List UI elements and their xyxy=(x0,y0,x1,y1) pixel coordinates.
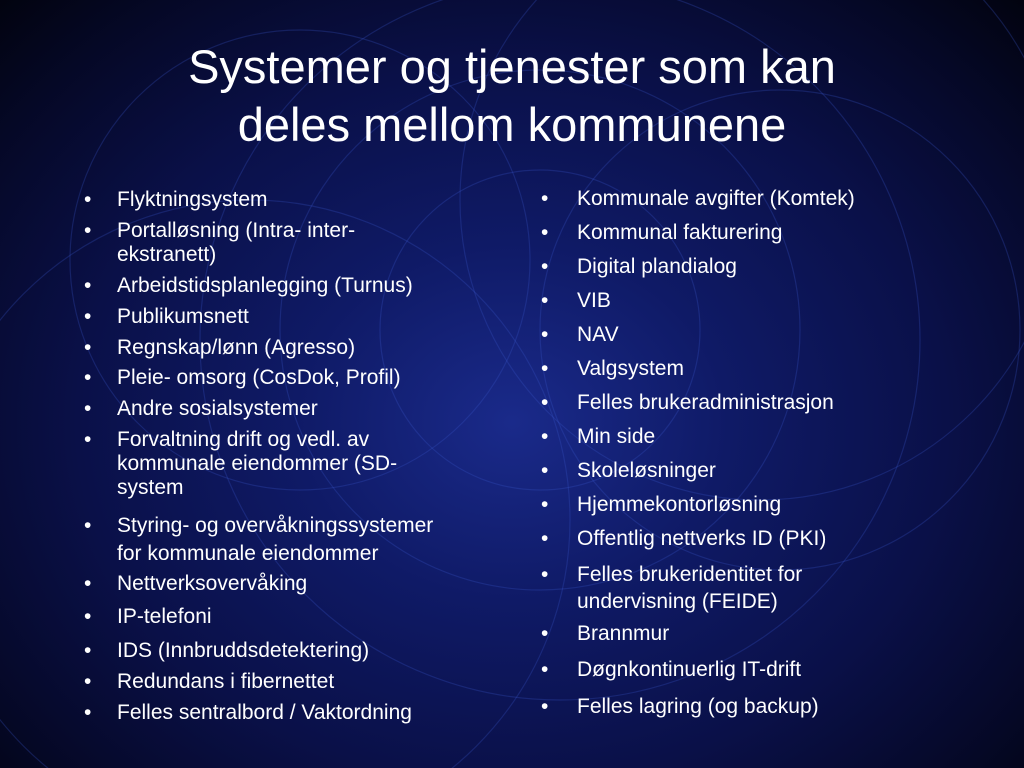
bullet-icon: • xyxy=(84,274,92,297)
list-item-line: Brannmur xyxy=(577,622,670,645)
list-item-text xyxy=(84,670,334,694)
slide-title-line-2: deles mellom kommunene xyxy=(237,98,787,151)
list-item-line: IP-telefoni xyxy=(117,605,212,628)
list-item xyxy=(84,701,412,725)
list-item xyxy=(542,561,802,615)
list-item xyxy=(542,459,716,483)
list-item-text xyxy=(542,493,781,517)
bullet-icon: • xyxy=(541,289,549,312)
list-item xyxy=(542,289,611,313)
list-item-line: Offentlig nettverks ID (PKI) xyxy=(577,527,827,550)
list-item-line: NAV xyxy=(577,323,619,346)
list-item xyxy=(84,428,397,500)
list-item-text xyxy=(84,274,413,298)
bullet-icon: • xyxy=(84,188,92,211)
bullet-icon: • xyxy=(541,622,549,645)
bullet-icon: • xyxy=(541,187,549,210)
list-item xyxy=(84,188,268,212)
list-item-line: Kommunal fakturering xyxy=(577,221,783,244)
list-item xyxy=(542,622,669,646)
bullet-icon: • xyxy=(541,459,549,482)
list-item-text xyxy=(84,701,412,725)
bullet-icon: • xyxy=(84,701,92,724)
list-item-text xyxy=(84,219,355,267)
list-item-text xyxy=(84,366,401,390)
list-item-line: Flyktningsystem xyxy=(117,188,268,211)
list-item xyxy=(542,493,781,517)
list-item-line: Felles brukeridentitet for xyxy=(577,563,803,586)
bullet-icon: • xyxy=(541,527,549,550)
list-item-line: Valgsystem xyxy=(577,357,684,380)
list-item-line: Nettverksovervåking xyxy=(117,572,308,595)
list-item xyxy=(542,658,801,682)
bullet-icon: • xyxy=(84,305,92,328)
list-item-text xyxy=(84,305,249,329)
list-item-text xyxy=(84,512,433,568)
list-item-line: Felles brukeradministrasjon xyxy=(577,391,834,414)
list-item-line: Min side xyxy=(577,425,656,448)
list-item-line: system xyxy=(117,476,184,499)
list-item-line: Andre sosialsystemer xyxy=(117,397,318,420)
list-item-text xyxy=(542,622,669,646)
list-item-line: kommunale eiendommer (SD- xyxy=(117,452,398,475)
list-item-text xyxy=(84,639,369,663)
list-item-text xyxy=(542,658,801,682)
list-item-line: Styring- og overvåkningssystemer xyxy=(117,514,434,537)
list-item-line: VIB xyxy=(577,289,611,312)
list-item xyxy=(542,695,819,719)
list-item xyxy=(542,323,619,347)
list-item-text xyxy=(542,527,826,551)
list-item-line: ekstranett) xyxy=(117,243,217,266)
list-item xyxy=(542,357,684,381)
list-item-text xyxy=(84,572,307,596)
list-item-line: Forvaltning drift og vedl. av xyxy=(117,428,370,451)
list-item-line: Kommunale avgifter (Komtek) xyxy=(577,187,855,210)
list-item-text xyxy=(84,188,268,212)
list-item-line: Digital plandialog xyxy=(577,255,737,278)
list-item xyxy=(542,527,826,551)
list-item-line: Felles sentralbord / Vaktordning xyxy=(117,701,412,724)
list-item-line: IDS (Innbruddsdetektering) xyxy=(117,639,370,662)
bullet-icon: • xyxy=(84,397,92,420)
list-item-text xyxy=(542,695,819,719)
list-item-line: Publikumsnett xyxy=(117,305,249,328)
list-item-line: Hjemmekontorløsning xyxy=(577,493,782,516)
bullet-icon: • xyxy=(84,605,92,628)
bullet-icon: • xyxy=(541,391,549,414)
list-item-text xyxy=(84,336,355,360)
bullet-icon: • xyxy=(541,255,549,278)
list-item-text xyxy=(542,357,684,381)
bullet-icon: • xyxy=(541,695,549,718)
list-item xyxy=(84,670,334,694)
list-item xyxy=(84,512,433,568)
bullet-icon: • xyxy=(84,428,92,451)
list-item xyxy=(84,397,318,421)
list-item xyxy=(542,187,855,211)
list-item xyxy=(84,305,249,329)
list-item-line: Døgnkontinuerlig IT-drift xyxy=(577,658,802,681)
bullet-icon: • xyxy=(541,563,549,586)
list-item xyxy=(542,221,782,245)
bullet-icon: • xyxy=(84,219,92,242)
list-item-line: Felles lagring (og backup) xyxy=(577,695,819,718)
list-item xyxy=(84,274,413,298)
list-item-line: Arbeidstidsplanlegging (Turnus) xyxy=(117,274,413,297)
list-item-text xyxy=(542,391,834,415)
list-item-text xyxy=(542,187,855,211)
list-item xyxy=(542,255,737,279)
list-item-line: Portalløsning (Intra- inter- xyxy=(117,219,356,242)
list-item-text xyxy=(542,221,782,245)
list-item xyxy=(84,366,401,390)
list-item xyxy=(542,425,655,449)
bullet-icon: • xyxy=(541,323,549,346)
bullet-icon: • xyxy=(84,670,92,693)
list-item-line: undervisning (FEIDE) xyxy=(577,590,778,613)
list-item-line: Skoleløsninger xyxy=(577,459,716,482)
bullet-icon: • xyxy=(541,425,549,448)
list-item-text xyxy=(84,428,397,500)
bullet-icon: • xyxy=(84,572,92,595)
list-item-line: Redundans i fibernettet xyxy=(117,670,335,693)
list-item xyxy=(84,605,212,629)
list-item-text xyxy=(542,561,802,615)
bullet-icon: • xyxy=(541,658,549,681)
list-item xyxy=(84,572,307,596)
bullet-icon: • xyxy=(84,639,92,662)
list-item-text xyxy=(84,397,318,421)
list-item xyxy=(84,336,355,360)
slide-title-line-1: Systemer og tjenester som kan xyxy=(188,40,836,93)
bullet-icon: • xyxy=(84,336,92,359)
bullet-icon: • xyxy=(84,514,92,537)
list-item xyxy=(542,391,834,415)
bullet-icon: • xyxy=(84,366,92,389)
list-item-line: Pleie- omsorg (CosDok, Profil) xyxy=(117,366,401,389)
slide-title xyxy=(40,38,984,154)
bullet-icon: • xyxy=(541,493,549,516)
list-item-text xyxy=(542,255,737,279)
list-item-line: Regnskap/lønn (Agresso) xyxy=(117,336,356,359)
bullet-icon: • xyxy=(541,221,549,244)
list-item xyxy=(84,219,355,267)
bullet-icon: • xyxy=(541,357,549,380)
list-item-line: for kommunale eiendommer xyxy=(117,542,379,565)
list-item xyxy=(84,639,369,663)
list-item-text xyxy=(542,459,716,483)
